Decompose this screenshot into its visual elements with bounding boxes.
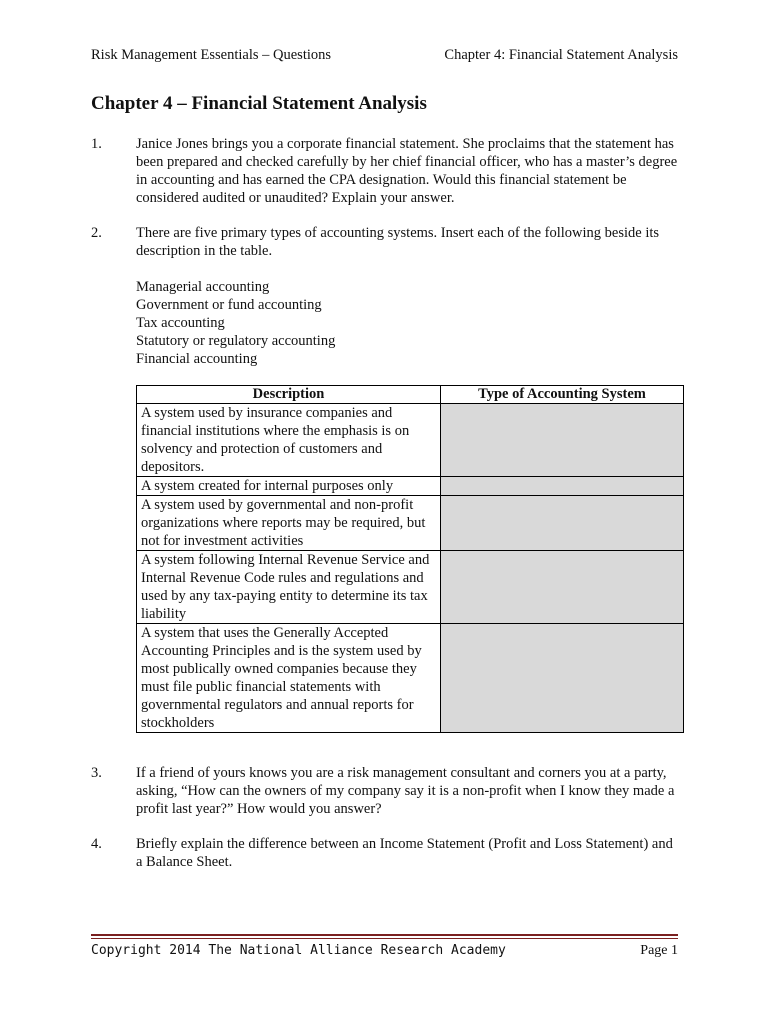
list-item: Government or fund accounting [136,297,322,313]
column-header-description: Description [137,386,441,404]
answer-cell[interactable] [441,477,684,496]
question-text: There are five primary types of accounting systems. Insert each of the following beside its description in the table. [136,225,660,259]
accounting-options-list [136,278,335,368]
table-row [137,477,684,496]
table-row [137,551,684,624]
description-cell: A system that uses the Generally Accepted Accounting Principles and is the system used by most publically owned companies because they must file public financial statements with governmental regulators and annual reports for stockholders [137,624,441,733]
page-title: Chapter 4 – Financial Statement Analysis [91,93,427,114]
question-number: 3. [91,765,102,781]
description-cell: A system used by insurance companies and financial institutions where the emphasis is on solvency and protection of customers and depositors. [137,404,441,477]
list-item: Managerial accounting [136,279,270,295]
question-4 [91,835,681,871]
question-text: Janice Jones brings you a corporate financial statement. She proclaims that the statement has been prepared and checked carefully by her chief financial officer, who has a master’s degree in accounting and has earned the CPA designation. Would this financial statement be considered audited or unaudited? Explain your answer. [136,136,678,206]
question-number: 2. [91,225,102,241]
column-header-type: Type of Accounting System [441,386,684,404]
table-row [137,624,684,733]
description-cell: A system created for internal purposes only [137,477,441,496]
question-text: If a friend of yours knows you are a risk management consultant and corners you at a party, asking, “How can the owners of my company say it is a non-profit when I know they made a profit last year?” How would you answer? [136,765,675,817]
description-cell: A system used by governmental and non-profit organizations where reports may be required, but not for investment activities [137,496,441,551]
list-item: Statutory or regulatory accounting [136,333,336,349]
question-number: 1. [91,136,102,152]
footer-page-number: Page 1 [640,943,678,958]
answer-cell[interactable] [441,551,684,624]
footer-divider-thin [91,938,678,939]
footer-divider [91,934,678,936]
table-row [137,404,684,477]
question-1 [91,135,681,207]
question-text: Briefly explain the difference between an Income Statement (Profit and Loss Statement) and a Balance Sheet. [136,836,673,870]
answer-cell[interactable] [441,404,684,477]
table-row [137,496,684,551]
footer-copyright: Copyright 2014 The National Alliance Research Academy [91,943,506,958]
answer-cell[interactable] [441,496,684,551]
question-number: 4. [91,836,102,852]
accounting-systems-table [136,385,684,733]
table-header-row [137,386,684,404]
answer-cell[interactable] [441,624,684,733]
list-item: Tax accounting [136,315,225,331]
description-cell: A system following Internal Revenue Service and Internal Revenue Code rules and regulations and used by any tax-paying entity to determine its tax liability [137,551,441,624]
list-item: Financial accounting [136,351,258,367]
question-3 [91,764,681,818]
question-2 [91,224,681,260]
header-chapter-title: Chapter 4: Financial Statement Analysis [444,47,678,63]
header-book-title: Risk Management Essentials – Questions [91,47,332,63]
